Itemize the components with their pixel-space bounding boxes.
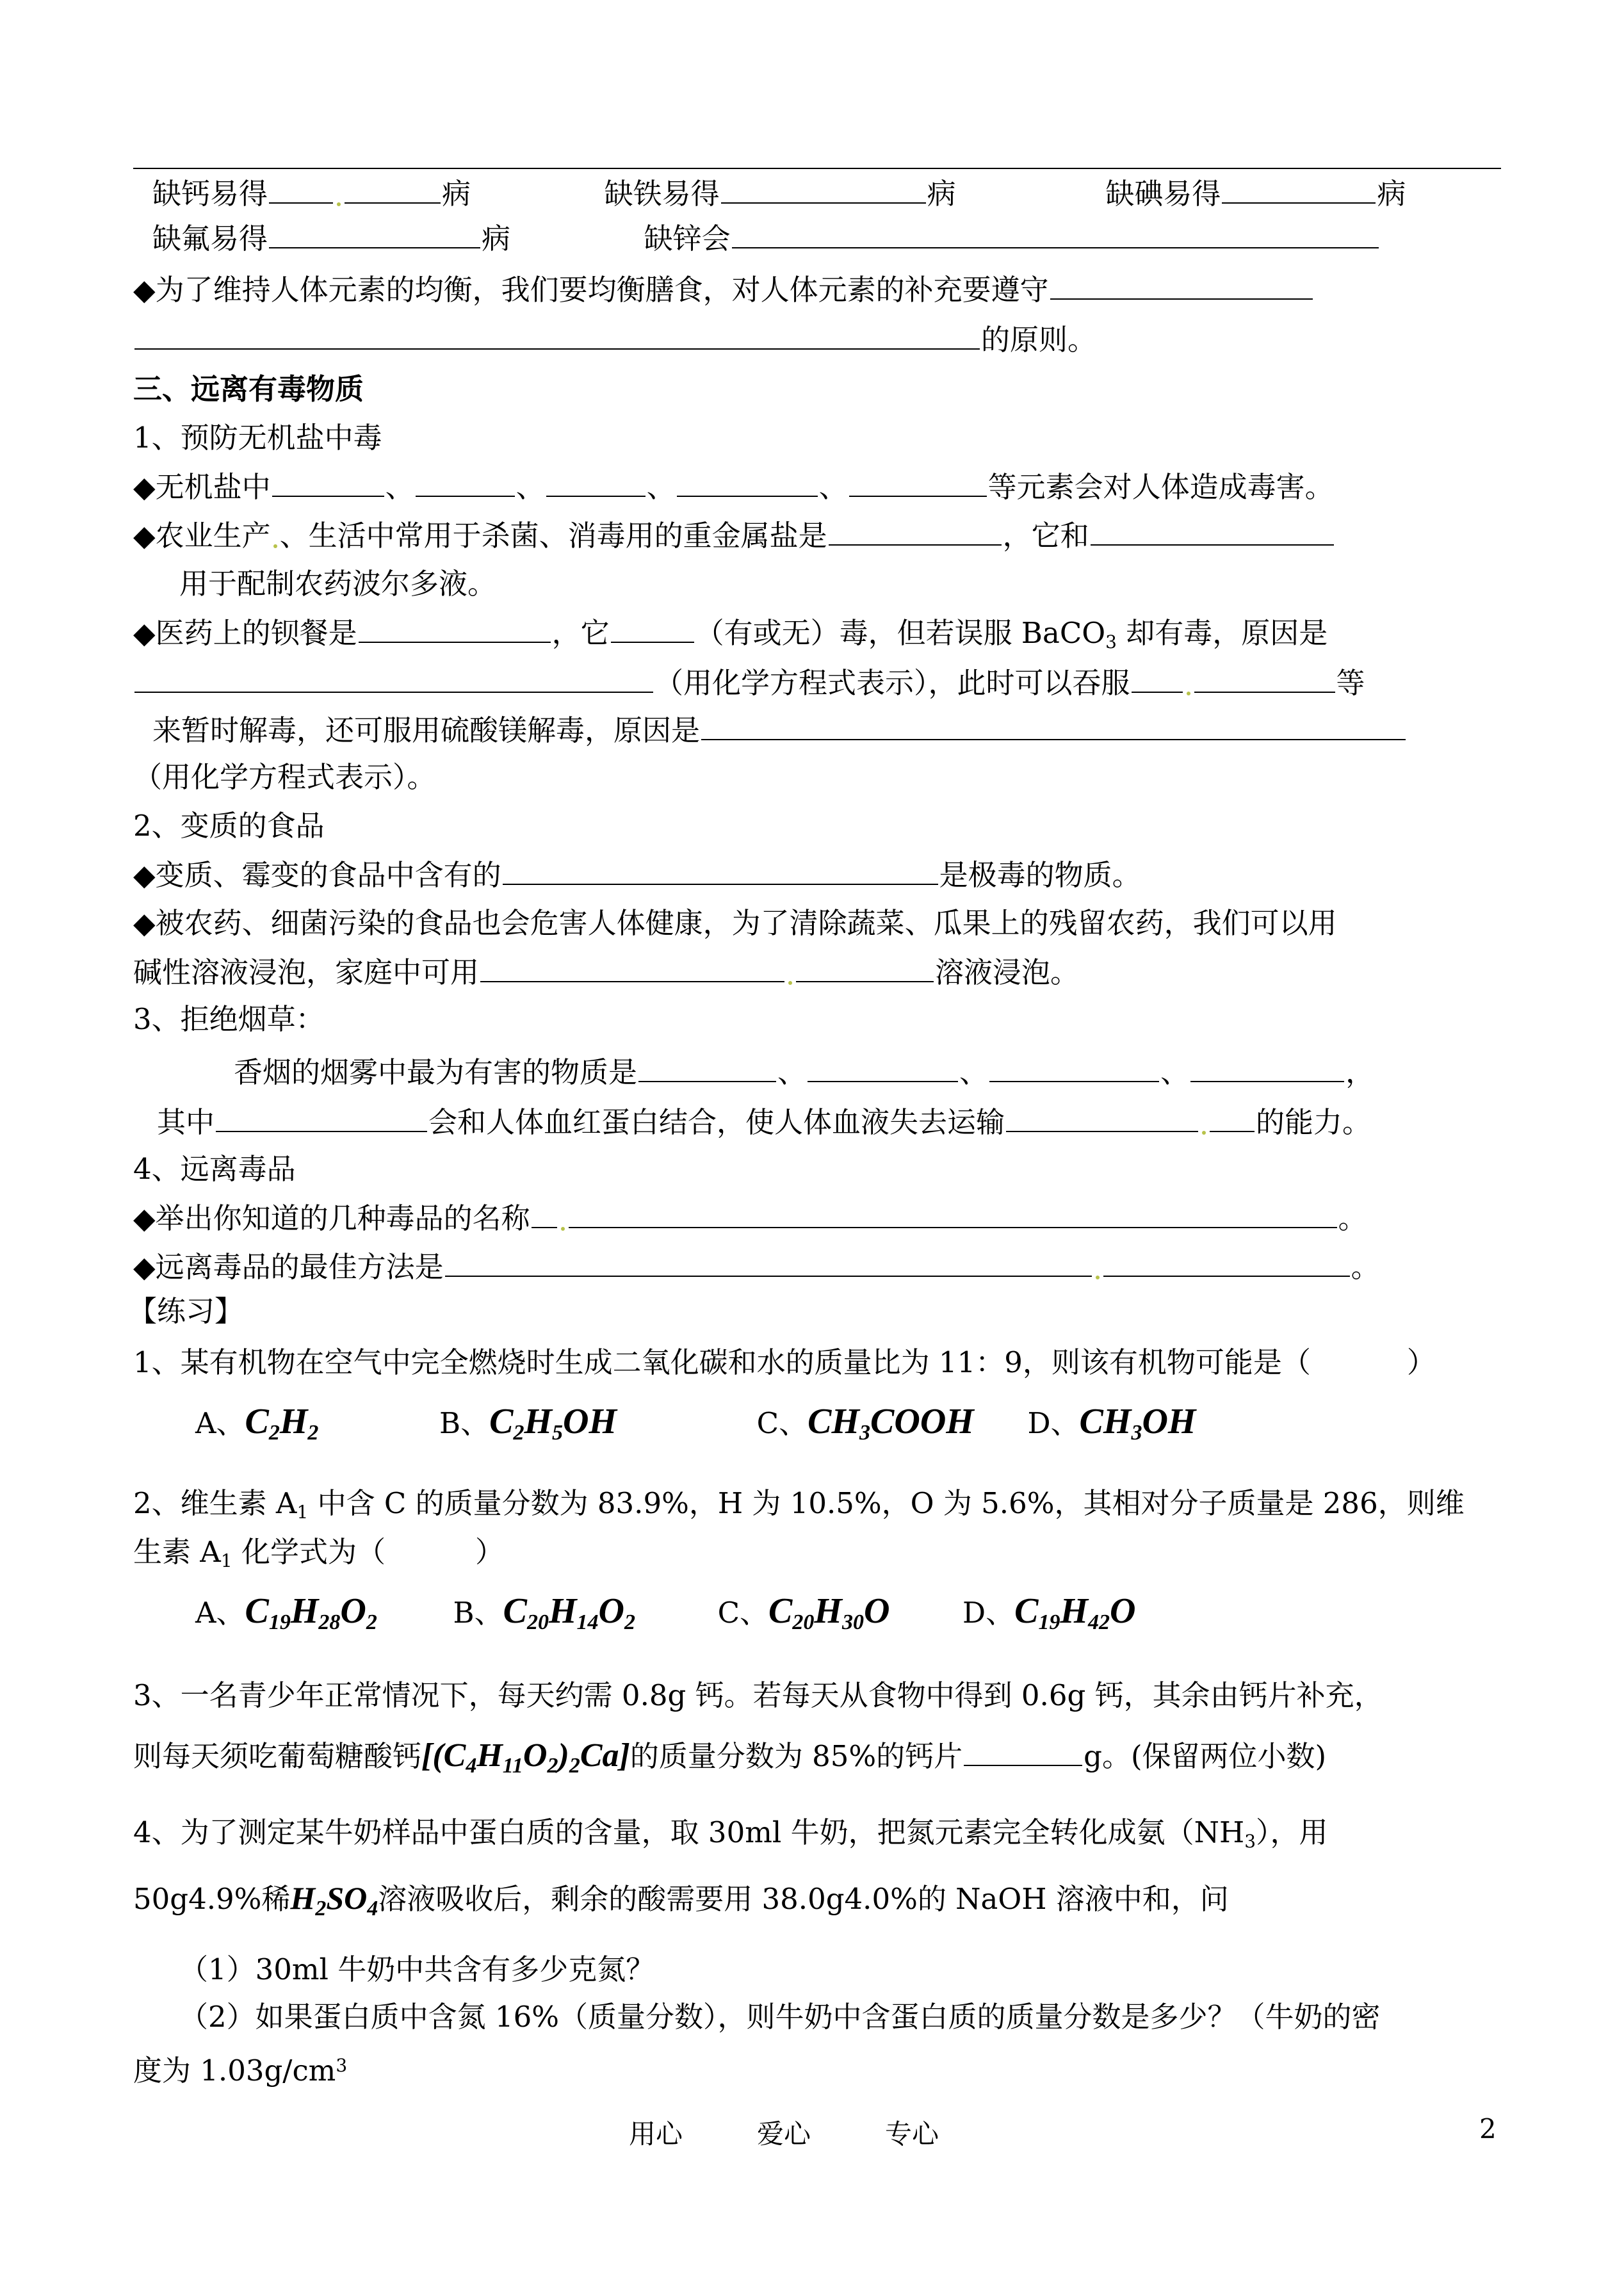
- option-label: D、: [1027, 1406, 1080, 1440]
- line-end: ，: [1345, 1055, 1375, 1089]
- drug-blank-2[interactable]: [569, 1199, 1337, 1228]
- subsection-title-2: 2、变质的食品: [133, 809, 325, 843]
- subsection-title-4: 4、远离毒品: [133, 1152, 296, 1186]
- solution-blank-2[interactable]: [796, 953, 934, 982]
- transport-blank-1[interactable]: [1006, 1103, 1198, 1132]
- drug-names-line: [133, 1199, 1367, 1238]
- line-text: 其中: [157, 1105, 215, 1139]
- line-end: 等元素会对人体造成毒害。: [987, 470, 1334, 504]
- pesticide-line: ◆被农药、细菌污染的食品也会危害人体健康，为了清除蔬菜、瓜果上的残留农药，我们可以用: [133, 906, 1337, 940]
- zinc-blank[interactable]: [732, 219, 1379, 248]
- q2-option-d[interactable]: D、$C_{19}H_{42}O$: [962, 1591, 1136, 1634]
- spoiled-food-line: [133, 856, 1141, 895]
- tablet-mass-blank[interactable]: [964, 1737, 1082, 1766]
- sep: 、: [385, 470, 414, 504]
- q1-option-a[interactable]: A、$C_2H_2$: [195, 1402, 319, 1445]
- question-text: 溶液吸收后，剩余的酸需要用 38.0g4.0%的 NaOH 溶液中和，问: [378, 1882, 1229, 1916]
- q2-option-b[interactable]: B、$C_{20}H_{14}O_2$: [453, 1591, 635, 1634]
- question-4-sub-2: （2）如果蛋白质中含氮 16%（质量分数），则牛奶中含蛋白质的质量分数是多少？（牛奶的密: [179, 2000, 1381, 2034]
- header-rule: [133, 168, 1501, 169]
- line-text: 是极毒的物质。: [939, 858, 1141, 892]
- balance-principle-line: [133, 270, 1314, 309]
- sulfuric-acid-formula: $H_2SO_4$: [290, 1880, 378, 1920]
- mix-blank[interactable]: [1091, 516, 1334, 546]
- q2-options: [195, 1592, 1135, 1642]
- avoid-blank-1[interactable]: [445, 1247, 1092, 1277]
- heavy-metal-line: [133, 516, 1335, 555]
- option-label: C、: [717, 1596, 769, 1630]
- line-text: 却有毒，原因是: [1116, 616, 1328, 650]
- disease-suffix: 病: [1377, 177, 1406, 211]
- q2-option-a[interactable]: A、$C_{19}H_{28}O_2$: [195, 1591, 377, 1634]
- question-text: g。(保留两位小数): [1084, 1739, 1327, 1773]
- element-blank-4[interactable]: [677, 467, 818, 497]
- line-text: ◆农业生产: [133, 519, 271, 553]
- option-label: A、: [195, 1406, 245, 1440]
- mark-dot: [337, 202, 341, 206]
- equation-note: （用化学方程式表示）。: [133, 760, 436, 794]
- paren: ）: [475, 1535, 504, 1569]
- mark-dot: [1187, 692, 1190, 695]
- line-text: 等: [1336, 666, 1365, 700]
- solution-blank-1[interactable]: [480, 953, 784, 982]
- line-text: ◆变质、霉变的食品中含有的: [133, 858, 501, 892]
- subscript: 3: [1105, 631, 1117, 653]
- smoke-line: [234, 1053, 1374, 1092]
- question-text: 度为 1.03g/cm: [133, 2054, 336, 2088]
- line-text: ，它和: [1002, 519, 1089, 553]
- bordeaux-line: 用于配制农药波尔多液。: [179, 567, 497, 601]
- question-2-line-1: [133, 1484, 1465, 1532]
- calcium-blank[interactable]: [269, 174, 333, 204]
- avoid-blank-2[interactable]: [1103, 1247, 1350, 1277]
- line-text: ◆举出你知道的几种毒品的名称: [133, 1201, 530, 1235]
- question-text: 的质量分数为 85%的钙片: [629, 1739, 963, 1773]
- line-text: （用化学方程式表示），此时可以吞服: [654, 666, 1130, 700]
- question-3-line-2: [133, 1737, 1326, 1785]
- iodine-blank[interactable]: [1222, 174, 1376, 204]
- zinc-deficiency-label: 缺锌会: [644, 222, 731, 255]
- sep: 、: [646, 470, 676, 504]
- line-text: 会和人体血红蛋白结合，使人体血液失去运输: [428, 1105, 1005, 1139]
- footer-text-2: 爱心: [757, 2118, 811, 2150]
- principle-blank-2[interactable]: [134, 320, 980, 350]
- sep: 、: [959, 1055, 989, 1089]
- fluorine-blank[interactable]: [269, 219, 480, 248]
- question-4-line-1: [133, 1813, 1328, 1861]
- question-text: 2、维生素 A: [133, 1486, 297, 1520]
- question-text: 50g4.9%稀: [133, 1882, 291, 1916]
- disease-suffix: 病: [927, 177, 956, 211]
- disease-suffix: 病: [442, 177, 471, 211]
- q1-option-c[interactable]: C、$CH_3COOH$: [756, 1402, 974, 1445]
- question-4-sub-1: （1）30ml 牛奶中共含有多少克氮？: [179, 1952, 655, 1986]
- sep: 、: [777, 1055, 807, 1089]
- section-title: 三、远离有毒物质: [133, 372, 364, 406]
- equation-blank-1[interactable]: [134, 663, 653, 693]
- line-text: 来暂时解毒，还可服用硫酸镁解毒，原因是: [152, 713, 701, 747]
- question-text: 1、某有机物在空气中完全燃烧时生成二氧化碳和水的质量比为 11：9，则该有机物可能是（: [133, 1345, 1311, 1379]
- smoke-blank-4[interactable]: [1190, 1053, 1344, 1082]
- deficiency-line-2: [152, 219, 1380, 258]
- smoke-blank-1[interactable]: [638, 1053, 776, 1082]
- line-text: ，它: [551, 616, 610, 650]
- question-text: 化学式为（: [232, 1535, 386, 1569]
- balance-text: ◆为了维持人体元素的均衡，我们要均衡膳食，对人体元素的补充要遵守: [133, 273, 1049, 307]
- element-blank-5[interactable]: [849, 467, 987, 497]
- practice-title: 【练习】: [128, 1294, 244, 1328]
- smoke-blank-2[interactable]: [808, 1053, 958, 1082]
- antidote-blank-1[interactable]: [1132, 663, 1183, 693]
- line-text: ◆无机盐中: [133, 470, 271, 504]
- option-label: A、: [195, 1596, 245, 1630]
- question-4-line-2: [133, 1879, 1229, 1928]
- superscript: 3: [336, 2055, 348, 2076]
- question-text: 4、为了测定某牛奶样品中蛋白质的含量，取 30ml 牛奶，把氮元素完全转化成氨（NH: [133, 1815, 1245, 1849]
- question-text: 则每天须吃葡萄糖酸钙: [133, 1739, 422, 1773]
- balance-principle-line-2: [133, 320, 1096, 359]
- q1-option-b[interactable]: B、$C_2H_5OH$: [439, 1402, 617, 1445]
- line-text: 溶液浸泡。: [935, 955, 1080, 989]
- sep: 、: [516, 470, 545, 504]
- mark-dot: [1096, 1276, 1100, 1279]
- alkaline-line: [133, 953, 1079, 992]
- calcium-gluconate-formula: $[(C_4H_{11}O_2)_2Ca]$: [421, 1737, 630, 1778]
- toxic-blank[interactable]: [611, 613, 694, 643]
- hemoglobin-line: [157, 1103, 1371, 1142]
- option-label: B、: [453, 1596, 503, 1630]
- question-text: 生素 A: [133, 1535, 221, 1569]
- magnesium-line: [152, 711, 1407, 750]
- heavy-metal-salt-blank[interactable]: [829, 516, 1002, 546]
- drug-blank-1[interactable]: [532, 1199, 557, 1228]
- line-text: 香烟的烟雾中最为有害的物质是: [234, 1055, 638, 1089]
- principle-blank[interactable]: [1050, 270, 1313, 300]
- mark-dot: [273, 544, 277, 548]
- option-label: B、: [439, 1406, 490, 1440]
- line-end: 。: [1338, 1201, 1367, 1235]
- line-end: 。: [1351, 1250, 1380, 1284]
- line-text: （有或无）毒，但若误服 BaCO: [695, 616, 1106, 650]
- question-4-sub-3: [133, 2047, 347, 2090]
- co-blank[interactable]: [216, 1103, 427, 1132]
- subscript: 3: [1244, 1831, 1256, 1852]
- mark-dot: [1202, 1131, 1206, 1135]
- footer-text-3: 专心: [885, 2118, 939, 2150]
- element-blank-1[interactable]: [272, 467, 384, 497]
- subscript: 1: [296, 1502, 309, 1523]
- iodine-deficiency-label: 缺碘易得: [1105, 177, 1221, 211]
- drug-avoid-line: [133, 1247, 1380, 1286]
- equation-line-1: [133, 663, 1365, 702]
- transport-blank-2[interactable]: [1210, 1103, 1255, 1132]
- mark-dot: [561, 1227, 565, 1231]
- line-text: ◆医药上的钡餐是: [133, 616, 357, 650]
- calcium-blank-2[interactable]: [345, 174, 441, 204]
- element-blank-3[interactable]: [546, 467, 646, 497]
- q1-options: [195, 1402, 1196, 1452]
- page-number: 2: [1479, 2113, 1497, 2145]
- calcium-deficiency-label: 缺钙易得: [152, 177, 268, 211]
- toxin-blank[interactable]: [503, 856, 938, 885]
- option-label: D、: [962, 1596, 1015, 1630]
- paren: ）: [1406, 1345, 1436, 1379]
- fluorine-deficiency-label: 缺氟易得: [152, 222, 268, 255]
- question-3-line-1: 3、一名青少年正常情况下，每天约需 0.8g 钙。若每天从食物中得到 0.6g 钙，其余由钙片补充，: [133, 1678, 1383, 1712]
- q1-option-d[interactable]: D、$CH_3OH$: [1027, 1402, 1196, 1445]
- subscript: 1: [220, 1550, 232, 1571]
- equation-blank-2[interactable]: [701, 711, 1406, 740]
- option-label: C、: [756, 1406, 808, 1440]
- subsection-title-1: 1、预防无机盐中毒: [133, 421, 382, 455]
- sep: 、: [1160, 1055, 1190, 1089]
- element-blank-2[interactable]: [416, 467, 515, 497]
- smoke-blank-3[interactable]: [989, 1053, 1159, 1082]
- mark-dot: [788, 981, 792, 985]
- question-1: [133, 1343, 1436, 1382]
- principle-suffix: 的原则。: [981, 323, 1097, 357]
- barium-meal-blank[interactable]: [359, 613, 551, 643]
- antidote-blank-2[interactable]: [1194, 663, 1335, 693]
- footer-text-1: 用心: [629, 2118, 683, 2150]
- disease-suffix: 病: [482, 222, 511, 255]
- line-text: 的能力。: [1256, 1105, 1372, 1139]
- subsection-title-3: 3、拒绝烟草：: [133, 1002, 325, 1036]
- iron-deficiency-label: 缺铁易得: [604, 177, 720, 211]
- question-text: 中含 C 的质量分数为 83.9%，H 为 10.5%，O 为 5.6%，其相对分子质量是 286，则维: [308, 1486, 1465, 1520]
- barium-line: [133, 613, 1328, 661]
- line-text: 、生活中常用于杀菌、消毒用的重金属盐是: [279, 519, 827, 553]
- sep: 、: [818, 470, 848, 504]
- line-text: 碱性溶液浸泡，家庭中可用: [133, 955, 480, 989]
- question-2-line-2: [133, 1533, 504, 1580]
- q2-option-c[interactable]: C、$C_{20}H_{30}O$: [717, 1591, 890, 1634]
- inorganic-salt-line: [133, 467, 1334, 507]
- deficiency-line-1: [152, 174, 1406, 213]
- line-text: ◆远离毒品的最佳方法是: [133, 1250, 444, 1284]
- iron-blank[interactable]: [721, 174, 926, 204]
- question-text: ），用: [1256, 1815, 1328, 1849]
